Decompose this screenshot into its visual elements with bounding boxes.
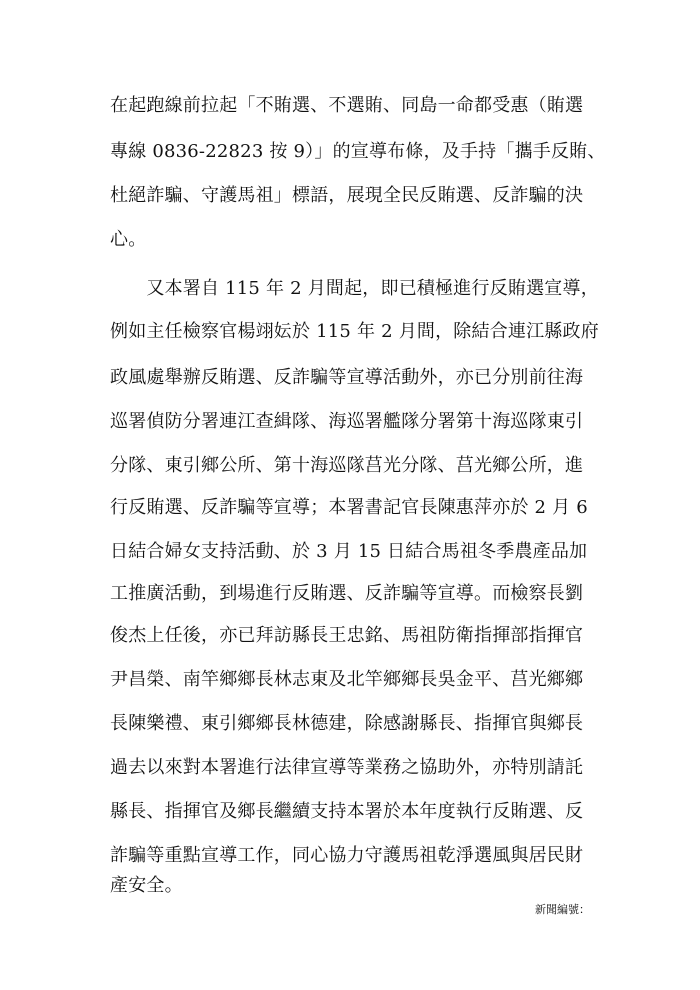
paragraph-2-line: 又本署自 115 年 2 月間起，即已積極進行反賄選宣導， — [110, 278, 599, 299]
paragraph-2-line: 分隊、東引鄉公所、第十海巡隊莒光分隊、莒光鄉公所，進 — [110, 455, 584, 476]
paragraph-1-line: 心。 — [110, 229, 147, 250]
paragraph-2-line: 行反賄選、反詐騙等宣導；本署書記官長陳惠萍亦於 2 月 6 — [110, 497, 588, 518]
paragraph-2-line: 政風處舉辦反賄選、反詐騙等宣導活動外，亦已分別前往海 — [110, 367, 584, 388]
paragraph-1-line: 杜絕詐騙、守護馬祖」標語，展現全民反賄選、反詐騙的決 — [110, 185, 584, 206]
paragraph-1-line: 在起跑線前拉起「不賄選、不選賄、同島一命都受惠（賄選 — [110, 95, 584, 116]
paragraph-1-line: 專線 0836-22823 按 9）」的宣導布條，及手持「攜手反賄、 — [110, 141, 606, 162]
paragraph-2-line: 縣長、指揮官及鄉長繼續支持本署於本年度執行反賄選、反 — [110, 801, 584, 822]
news-number-label: 新聞編號： — [535, 903, 590, 916]
paragraph-2-line: 產安全。 — [110, 875, 183, 896]
paragraph-2-line: 俊杰上任後，亦已拜訪縣長王忠銘、馬祖防衛指揮部指揮官 — [110, 625, 584, 646]
paragraph-2-line: 巡署偵防分署連江查緝隊、海巡署艦隊分署第十海巡隊東引 — [110, 411, 584, 432]
paragraph-2-line: 詐騙等重點宣導工作，同心協力守護馬祖乾淨選風與居民財 — [110, 845, 584, 866]
paragraph-2-line: 工推廣活動，到場進行反賄選、反詐騙等宣導。而檢察長劉 — [110, 583, 584, 604]
paragraph-2-line: 長陳樂禮、東引鄉鄉長林德建，除感謝縣長、指揮官與鄉長 — [110, 713, 584, 734]
paragraph-2-line: 尹昌榮、南竿鄉鄉長林志東及北竿鄉鄉長吳金平、莒光鄉鄉 — [110, 669, 584, 690]
paragraph-2-line: 過去以來對本署進行法律宣導等業務之協助外，亦特別請託 — [110, 757, 584, 778]
paragraph-2-line: 例如主任檢察官楊翊妘於 115 年 2 月間，除結合連江縣政府 — [110, 321, 599, 342]
paragraph-2-line: 日結合婦女支持活動、於 3 月 15 日結合馬祖冬季農產品加 — [110, 541, 588, 562]
